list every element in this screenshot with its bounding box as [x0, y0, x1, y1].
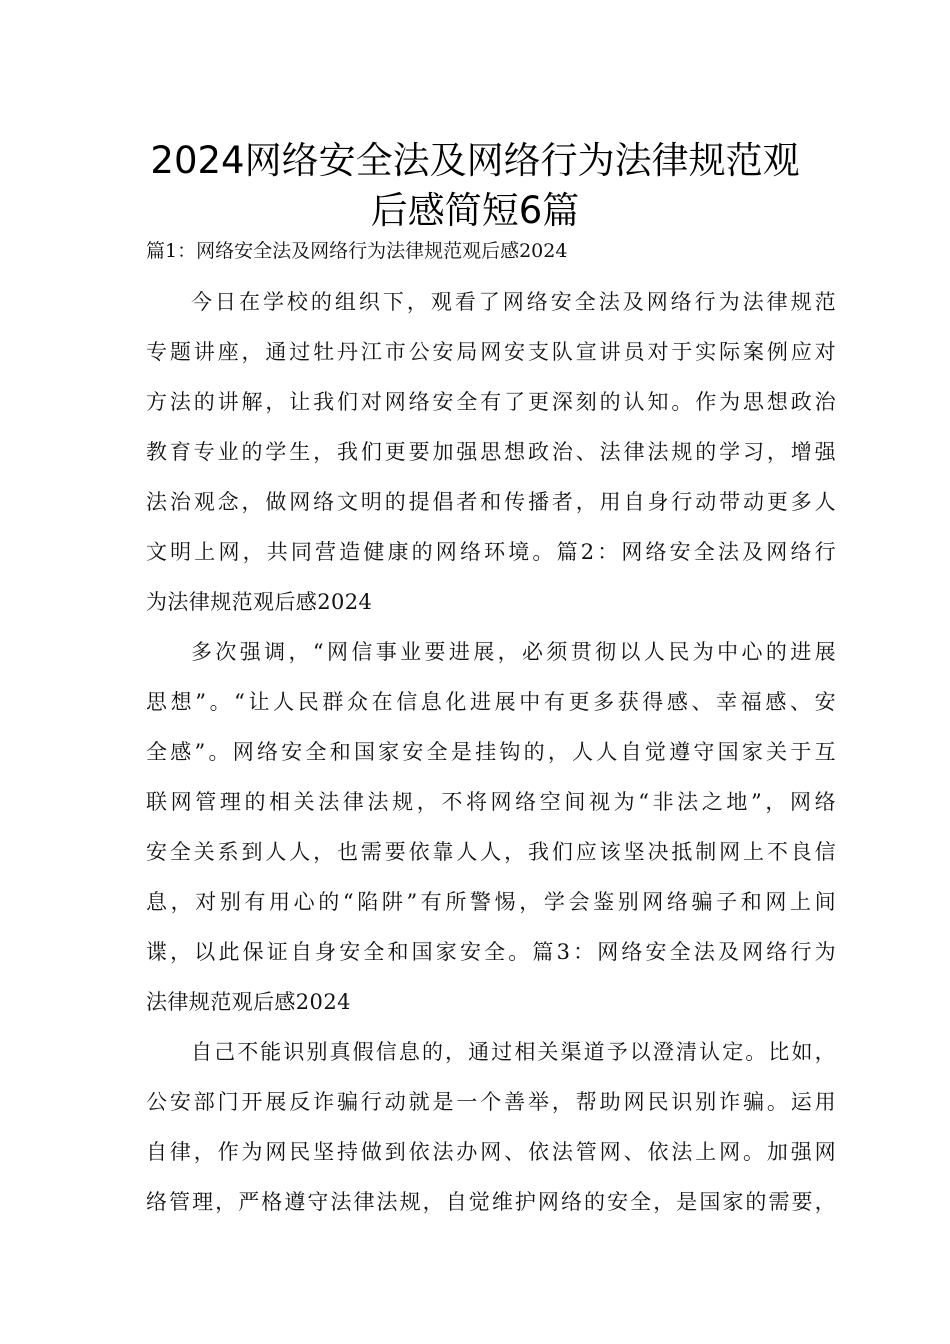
paragraph-line: 息，对别有用心的“陷阱”有所警惕，学会鉴别网络骗子和网上间 [146, 890, 836, 914]
paragraph-line: 络管理，严格遵守法律法规，自觉维护网络的安全，是国家的需要， [146, 1190, 836, 1214]
document-title-line-2: 后感简短6篇 [370, 189, 580, 232]
document-title-line-1: 2024网络安全法及网络行为法律规范观 [150, 139, 800, 182]
paragraph-line: 今日在学校的组织下，观看了网络安全法及网络行为法律规范 [191, 290, 836, 314]
paragraph-line: 谍，以此保证自身安全和国家安全。篇3：网络安全法及网络行为 [146, 940, 836, 964]
paragraph-line: 教育专业的学生，我们更要加强思想政治、法律法规的学习，增强 [146, 440, 836, 464]
paragraph-line: 思想”。“让人民群众在信息化进展中有更多获得感、幸福感、安 [146, 690, 836, 714]
paragraph-line: 全感”。网络安全和国家安全是挂钩的，人人自觉遵守国家关于互 [146, 740, 836, 764]
paragraph-line: 联网管理的相关法律法规，不将网络空间视为“非法之地”，网络 [146, 790, 836, 814]
paragraph-line: 法律规范观后感2024 [146, 990, 351, 1014]
paragraph-line: 为法律规范观后感2024 [146, 590, 373, 614]
paragraph-line: 自己不能识别真假信息的，通过相关渠道予以澄清认定。比如， [191, 1040, 836, 1064]
paragraph-line: 专题讲座，通过牡丹江市公安局网安支队宣讲员对于实际案例应对 [146, 340, 836, 364]
paragraph-line: 公安部门开展反诈骗行动就是一个善举，帮助网民识别诈骗。运用 [146, 1090, 836, 1114]
paragraph-line: 法治观念，做网络文明的提倡者和传播者，用自身行动带动更多人 [146, 490, 836, 514]
paragraph-line: 自律，作为网民坚持做到依法办网、依法管网、依法上网。加强网 [146, 1140, 836, 1164]
section-heading-1: 篇1：网络安全法及网络行为法律规范观后感2024 [146, 240, 568, 262]
paragraph-line: 安全关系到人人，也需要依靠人人，我们应该坚决抵制网上不良信 [146, 840, 836, 864]
paragraph-line: 多次强调，“网信事业要进展，必须贯彻以人民为中心的进展 [191, 640, 836, 664]
paragraph-line: 方法的讲解，让我们对网络安全有了更深刻的认知。作为思想政治 [146, 390, 836, 414]
paragraph-line: 文明上网，共同营造健康的网络环境。篇2：网络安全法及网络行 [146, 540, 836, 564]
